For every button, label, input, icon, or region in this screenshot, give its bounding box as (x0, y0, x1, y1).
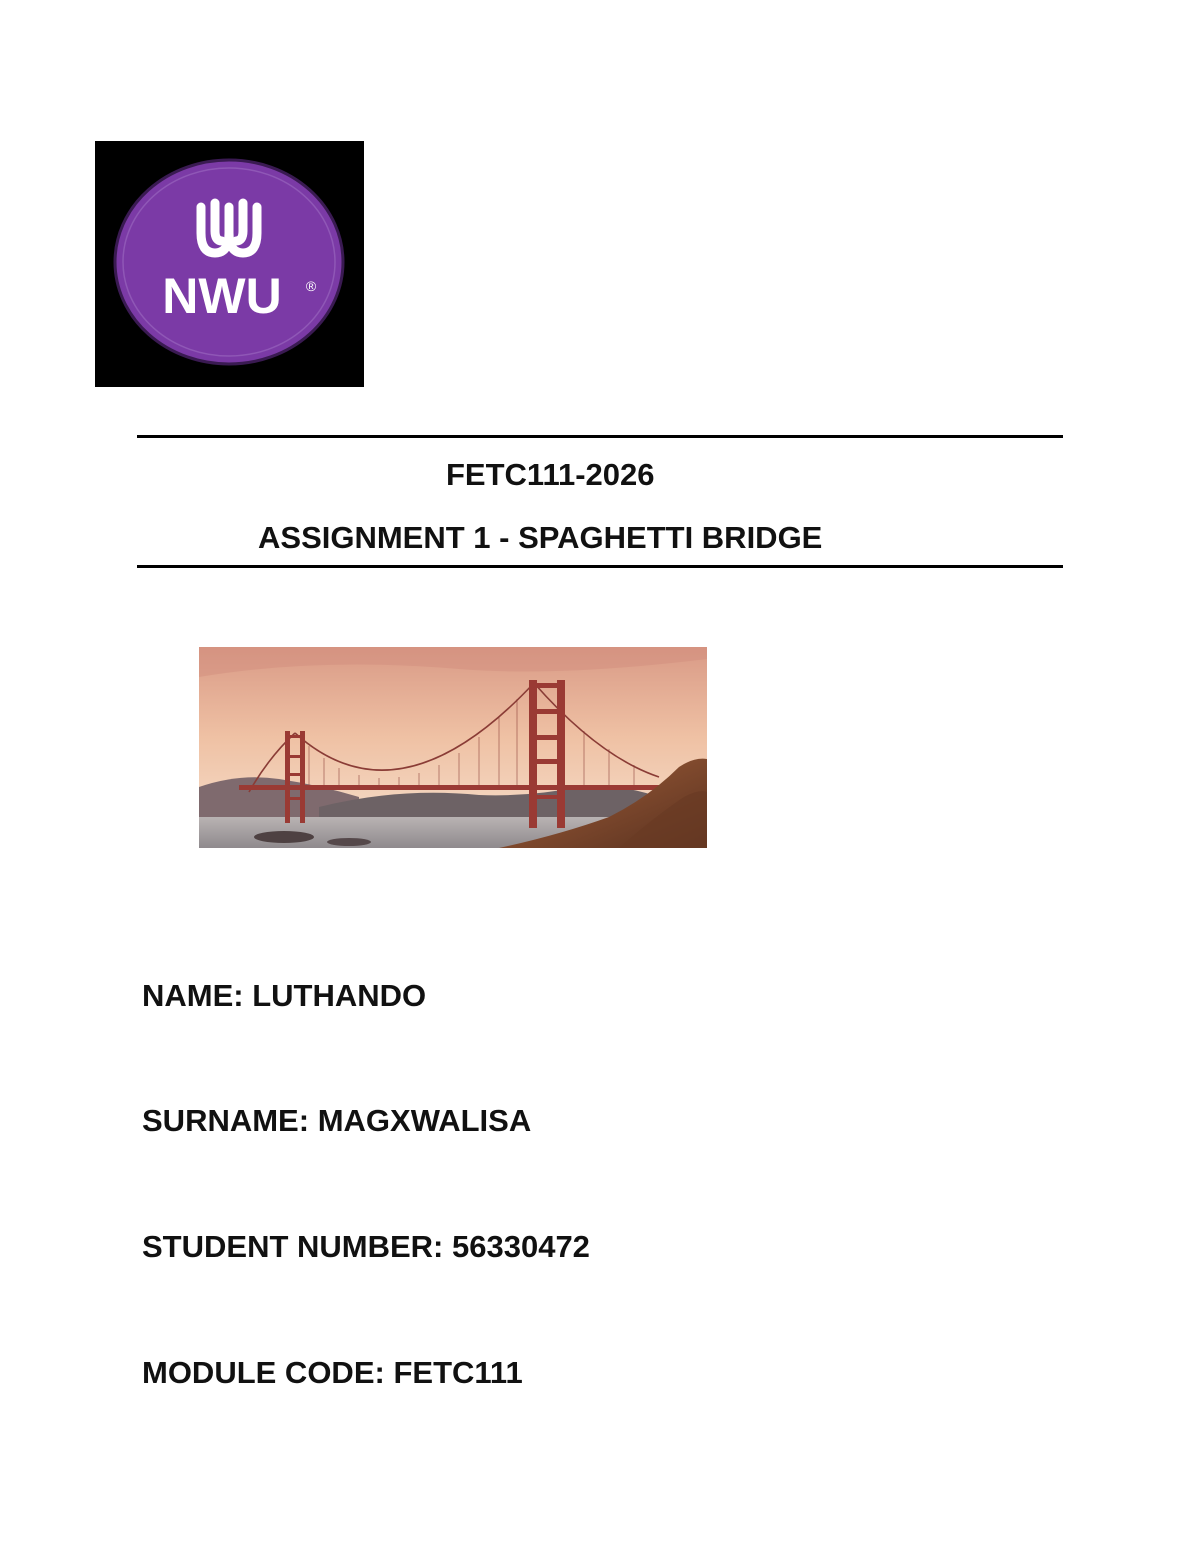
module-code-field (142, 1355, 523, 1391)
registered-mark: ® (305, 278, 317, 294)
name-value: LUTHANDO (252, 978, 427, 1013)
student-number-label: STUDENT NUMBER: (142, 1229, 444, 1264)
surname-value: MAGXWALISA (317, 1103, 532, 1138)
assignment-title: ASSIGNMENT 1 - SPAGHETTI BRIDGE (258, 520, 823, 555)
module-code-value: FETC111 (393, 1355, 523, 1390)
surname-label: SURNAME: (142, 1103, 310, 1138)
bottom-divider (137, 565, 1063, 568)
student-name-field (142, 978, 426, 1014)
top-divider (137, 435, 1063, 438)
student-number-field (142, 1229, 590, 1265)
name-label: NAME: (142, 978, 244, 1013)
course-code: FETC111-2026 (446, 457, 655, 492)
student-number-value: 56330472 (452, 1229, 590, 1264)
suspension-bridge-photo (199, 647, 707, 848)
logo-text: NWU (162, 268, 282, 324)
module-code-label: MODULE CODE: (142, 1355, 385, 1390)
nwu-logo-icon (95, 141, 364, 387)
bridge-photo (199, 647, 707, 848)
student-surname-field (142, 1103, 531, 1139)
nwu-logo (95, 141, 364, 387)
